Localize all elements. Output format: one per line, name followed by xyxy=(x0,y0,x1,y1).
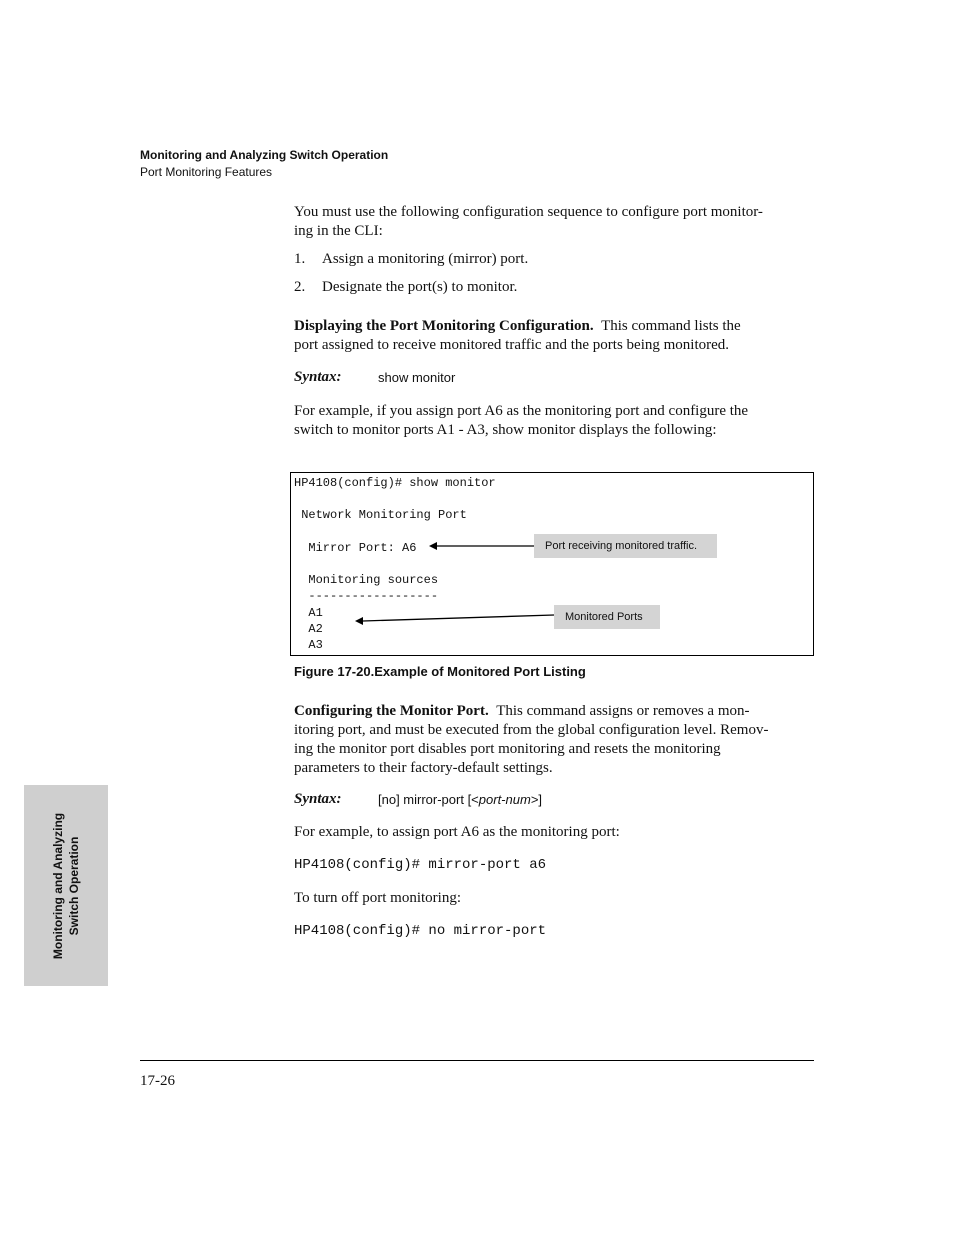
intro-line-2: ing in the CLI: xyxy=(294,223,383,239)
display-section-heading: Displaying the Port Monitoring Configuration. xyxy=(294,318,594,334)
cli-line-source-a2: A2 xyxy=(294,622,323,636)
config-section-line-3: ing the monitor port disables port monitoring and resets the monitoring xyxy=(294,741,721,757)
cli-line-heading: Network Monitoring Port xyxy=(294,508,467,522)
config-section-line-4: parameters to their factory-default settings. xyxy=(294,760,553,776)
config-syntax-label: Syntax: xyxy=(294,791,342,807)
mirror-port-arrowhead xyxy=(429,542,437,550)
footer-rule xyxy=(140,1060,814,1061)
config-syntax-param: port-num xyxy=(478,792,531,807)
display-example-line-2: switch to monitor ports A1 - A3, show monitor displays the following: xyxy=(294,422,717,438)
display-example-line-1: For example, if you assign port A6 as the monitoring port and configure the xyxy=(294,403,749,419)
display-syntax-label: Syntax: xyxy=(294,369,342,385)
chapter-side-tab xyxy=(24,785,108,986)
cli-line-mirror-port: Mirror Port: A6 xyxy=(294,541,417,555)
display-syntax-value: show monitor xyxy=(378,370,456,385)
monitored-ports-arrow xyxy=(363,615,554,621)
config-syntax-prefix: [no] mirror-port [< xyxy=(378,792,479,807)
cli-line-command: HP4108(config)# show monitor xyxy=(294,476,496,490)
step-2-number: 2. xyxy=(294,279,306,295)
intro-paragraph xyxy=(294,203,816,241)
cli-line-separator: ------------------ xyxy=(294,589,439,603)
cli-line-source-a3: A3 xyxy=(294,638,323,652)
figure-caption: Figure 17-20.Example of Monitored Port Listing xyxy=(294,664,586,679)
side-tab-line-1: Monitoring and Analyzing xyxy=(51,812,65,959)
step-1-text: Assign a monitoring (mirror) port. xyxy=(322,251,529,267)
config-section-line-1: This command assigns or removes a mon- xyxy=(496,703,750,719)
mirror-port-callout: Port receiving monitored traffic. xyxy=(534,534,717,558)
cli-line-monitoring-sources: Monitoring sources xyxy=(294,573,439,587)
monitored-ports-callout: Monitored Ports xyxy=(554,605,660,629)
callout-arrows xyxy=(291,473,813,655)
config-section-line-2: itoring port, and must be executed from the global configuration level. Remov- xyxy=(294,722,769,738)
display-section-paragraph xyxy=(294,317,816,355)
config-example-text: For example, to assign port A6 as the monitoring port: xyxy=(294,824,620,840)
config-section-paragraph xyxy=(294,702,816,778)
monitored-ports-arrowhead xyxy=(355,617,363,625)
config-syntax-suffix: >] xyxy=(530,792,543,807)
display-section-line-1: This command lists the xyxy=(601,318,741,334)
chapter-side-tab-label xyxy=(50,812,82,958)
turn-off-command: HP4108(config)# no mirror-port xyxy=(294,923,547,939)
config-section-heading: Configuring the Monitor Port. xyxy=(294,703,489,719)
display-section-line-2: port assigned to receive monitored traffic and the ports being monitored. xyxy=(294,337,730,353)
cli-output-figure xyxy=(290,472,814,656)
display-example-paragraph xyxy=(294,402,816,440)
page-number: 17-26 xyxy=(140,1073,175,1089)
running-header-chapter: Monitoring and Analyzing Switch Operation xyxy=(140,148,389,162)
step-2-text: Designate the port(s) to monitor. xyxy=(322,279,518,295)
step-1-number: 1. xyxy=(294,251,306,267)
config-syntax-value xyxy=(378,792,542,807)
running-header-section: Port Monitoring Features xyxy=(140,165,273,179)
turn-off-text: To turn off port monitoring: xyxy=(294,890,461,906)
cli-line-source-a1: A1 xyxy=(294,606,323,620)
side-tab-line-2: Switch Operation xyxy=(67,836,81,935)
config-example-command: HP4108(config)# mirror-port a6 xyxy=(294,857,547,873)
intro-line-1: You must use the following configuration sequence to configure port monitor- xyxy=(294,204,763,220)
